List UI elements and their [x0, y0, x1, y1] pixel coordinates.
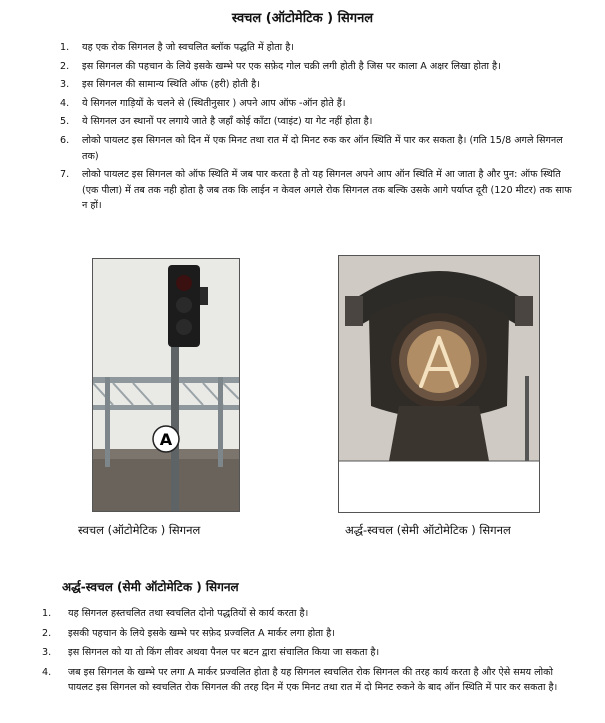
list-item: [60, 40, 580, 56]
automatic-signal-illustration: [93, 259, 239, 511]
marker-disc-letter: A: [159, 430, 173, 449]
item-text: ये सिगनल गाड़ियों के चलने से (स्थितीनुसार ) अपने आप ऑफ -ऑन होते हैं।: [82, 97, 346, 109]
item-text: लोको पायलट इस सिगनल को ऑफ स्थिति में जब पार करता है तो यह सिगनल अपने आप ऑन स्थिति में आ जाता है और पुन: ऑफ स्थिति (एक पीला) में तब तक नही होता है जब तक कि लाईन न केवल अगले रोक सिगनल तक बल्कि उसके आगे पर्याप्त दूरी (120 मीटर) तक साफ न हों।: [82, 169, 572, 212]
semi-automatic-signal-illustration: [339, 256, 539, 512]
item-text: ये सिगनल उन स्थानों पर लगाये जाते है जहाँ कोई काँटा (प्वाइंट) या गेट नहीं होता है।: [82, 116, 373, 128]
item-number: 5.: [60, 116, 70, 128]
item-text: इसकी पहचान के लिये इसके खम्भे पर सफ़ेद प्रज्वलित A मार्कर लगा होता है।: [68, 627, 335, 639]
list-item: [42, 665, 577, 696]
list-item: [60, 114, 580, 130]
semi-automatic-signal-points: [42, 606, 577, 700]
list-item: [42, 626, 577, 642]
item-number: 3.: [42, 647, 52, 659]
list-item: [42, 606, 577, 622]
list-item: [60, 59, 580, 75]
automatic-signal-points: [60, 40, 580, 217]
list-item: [60, 96, 580, 112]
list-item: [60, 133, 580, 164]
item-text: इस सिगनल की पहचान के लिये इसके खम्भे पर एक सफ़ेद गोल चक्री लगी होती है जिस पर काला A अक्षर लिखा होता है।: [82, 60, 501, 72]
page-title: स्वचल (ऑटोमेटिक ) सिगनल: [231, 11, 374, 26]
item-number: 2.: [42, 627, 52, 639]
automatic-signal-caption: स्वचल (ऑटोमेटिक ) सिगनल: [78, 523, 201, 537]
section-heading: अर्द्ध-स्वचल (सेमी ऑटोमेटिक ) सिगनल: [62, 580, 239, 594]
item-number: 4.: [42, 666, 52, 678]
item-text: इस सिगनल को या तो किंग लीवर अथवा पैनल पर बटन द्वारा संचालित किया जा सकता है।: [68, 647, 380, 659]
list-item: [42, 645, 577, 661]
item-text: लोको पायलट इस सिगनल को दिन में एक मिनट तथा रात में दो मिनट रुक कर ऑन स्थिति में पार कर सकता है। (गति 15/8 अगले सिगनल तक): [82, 134, 563, 162]
item-number: 1.: [60, 42, 70, 53]
item-number: 2.: [60, 60, 70, 72]
semi-automatic-signal-caption: अर्द्ध-स्वचल (सेमी ऑटोमेटिक ) सिगनल: [345, 523, 511, 537]
item-text: जब इस सिगनल के खम्भे पर लगा A मार्कर प्रज्वलित होता है यह सिगनल स्वचलित रोक सिगनल की तरह कार्य करता है और ऐसे समय लोको पायलट इस सिगनल को स्वचलित रोक सिगनल की तरह दिन में एक मिनट तथा रात में दो मिनट रुकने के बाद ऑन स्थिति में पार कर सकता है।: [68, 666, 558, 694]
semi-automatic-signal-photo: [338, 255, 540, 513]
item-number: 4.: [60, 97, 70, 109]
item-number: 1.: [42, 608, 52, 619]
item-text: यह एक रोक सिगनल है जो स्वचलित ब्लॉक पद्धति में होता है।: [82, 42, 294, 53]
item-number: 7.: [60, 169, 70, 181]
item-number: 6.: [60, 134, 70, 146]
item-text: इस सिगनल की सामान्य स्थिति ऑफ (हरी) होती है।: [82, 79, 260, 91]
list-item: [60, 167, 580, 214]
item-text: यह सिगनल हस्तचलित तथा स्वचलित दोनो पद्धतियों से कार्य करता है।: [68, 608, 309, 619]
automatic-signal-photo: [92, 258, 240, 512]
list-item: [60, 77, 580, 93]
item-number: 3.: [60, 79, 70, 91]
